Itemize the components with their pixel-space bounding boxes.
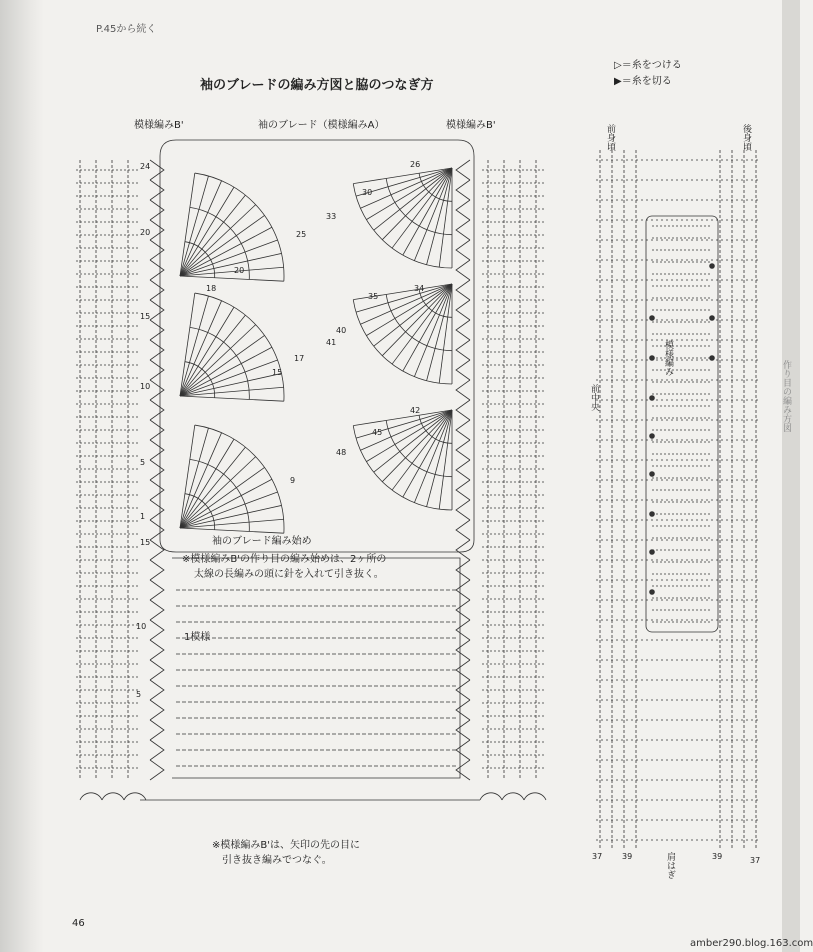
fan-stitch	[180, 528, 284, 533]
legend-attach-text: ＝糸をつける	[621, 60, 682, 71]
fan-stitch	[180, 439, 234, 528]
zigzag-stitch	[150, 300, 164, 320]
zigzag-stitch	[150, 640, 164, 660]
page-title: 袖のブレードの編み方図と脇のつなぎ方	[200, 78, 434, 93]
slip-stitch-dot	[650, 472, 655, 477]
zigzag-stitch	[150, 440, 164, 460]
fan-stitch	[180, 387, 284, 396]
fan-stitch	[180, 347, 272, 396]
zigzag-stitch	[456, 380, 470, 400]
sleeve-braid-label: 袖のブレード（模様編みA）	[258, 120, 385, 131]
braid-start-label: 袖のブレード編み始め	[212, 536, 312, 547]
zigzag-stitch	[150, 400, 164, 420]
slip-stitch-dot	[650, 434, 655, 439]
zigzag-stitch	[456, 580, 470, 600]
row-count-left: 37	[592, 852, 603, 861]
fan-row-number: 40	[336, 326, 347, 335]
zigzag-stitch	[150, 360, 164, 380]
fan-stitch	[180, 176, 208, 276]
fan-stitch	[180, 519, 284, 528]
zigzag-stitch	[150, 220, 164, 240]
continued-note: P.45から続く	[96, 24, 157, 35]
front-body-label: 前身頃	[605, 124, 615, 151]
zigzag-stitch	[150, 380, 164, 400]
zigzag-stitch	[150, 540, 164, 560]
slip-stitch-dot	[650, 550, 655, 555]
fan-row-number: 30	[362, 188, 373, 197]
zigzag-stitch	[150, 760, 164, 780]
zigzag-stitch	[150, 180, 164, 200]
zigzag-stitch	[150, 320, 164, 340]
note-line-1: ※模様編みB'の作り目の編み始めは、2ヶ所の	[182, 554, 387, 565]
zigzag-stitch	[150, 240, 164, 260]
zigzag-stitch	[150, 340, 164, 360]
row-count-right-2: 37	[750, 856, 761, 865]
zigzag-stitch	[456, 160, 470, 180]
fan-row-number: 17	[294, 354, 305, 363]
fan-stitch	[353, 284, 452, 300]
zigzag-stitch	[150, 260, 164, 280]
legend-cut-text: ＝糸を切る	[621, 76, 672, 87]
fan-stitch	[356, 168, 452, 196]
fan-stitch	[180, 325, 256, 396]
fan-row-number: 45	[372, 428, 383, 437]
zigzag-stitch	[150, 680, 164, 700]
zigzag-stitch	[150, 420, 164, 440]
row-number: 5	[136, 690, 142, 699]
slip-stitch-dot	[650, 512, 655, 517]
zigzag-stitch	[456, 300, 470, 320]
slip-stitch-dot	[650, 396, 655, 401]
row-number: 10	[140, 382, 151, 391]
shell-stitch	[480, 793, 502, 800]
row-count-right: 39	[712, 852, 723, 861]
zigzag-stitch	[456, 700, 470, 720]
fan-row-number: 18	[206, 284, 217, 293]
note-line-2: 太線の長編みの頭に針を入れて引き抜く。	[194, 569, 384, 580]
fan-stitch	[180, 187, 234, 276]
zigzag-stitch	[456, 240, 470, 260]
zigzag-stitch	[456, 220, 470, 240]
zigzag-stitch	[150, 740, 164, 760]
row-number: 5	[140, 458, 146, 467]
inner-panel	[646, 216, 718, 632]
lower-frame	[172, 558, 460, 778]
fan-stitch	[180, 227, 272, 276]
zigzag-stitch	[456, 180, 470, 200]
fan-stitch	[356, 284, 452, 312]
zigzag-stitch	[150, 600, 164, 620]
pattern-b-right-label: 模様編みB'	[446, 120, 496, 131]
shell-stitch	[102, 793, 124, 800]
shell-stitch	[124, 793, 146, 800]
zigzag-stitch	[150, 580, 164, 600]
fan-stitch	[180, 301, 222, 396]
row-number: 15	[140, 312, 151, 321]
zigzag-stitch	[456, 540, 470, 560]
zigzag-stitch	[150, 200, 164, 220]
shell-stitch	[524, 793, 546, 800]
fan-stitch	[353, 168, 452, 184]
fan-stitch	[180, 479, 272, 528]
zigzag-stitch	[150, 280, 164, 300]
footer-note-line-1: ※模様編みB'は、矢印の先の目に	[212, 840, 360, 851]
zigzag-stitch	[456, 620, 470, 640]
repeat-label: 1模様	[184, 632, 211, 643]
front-center-label: 前中央	[589, 384, 599, 411]
zigzag-stitch	[150, 520, 164, 540]
row-number: 1	[140, 512, 146, 521]
zigzag-stitch	[456, 500, 470, 520]
slip-stitch-dot	[710, 316, 715, 321]
fan-stitch	[180, 396, 284, 401]
shoulder-seam-label: 肩はぎ	[665, 852, 675, 879]
fan-row-number: 20	[234, 266, 245, 275]
zigzag-stitch	[456, 660, 470, 680]
row-count-left-2: 39	[622, 852, 633, 861]
zigzag-stitch	[150, 700, 164, 720]
slip-stitch-dot	[650, 316, 655, 321]
zigzag-stitch	[150, 160, 164, 180]
zigzag-stitch	[150, 720, 164, 740]
zigzag-stitch	[456, 200, 470, 220]
slip-stitch-dot	[650, 356, 655, 361]
zigzag-stitch	[456, 720, 470, 740]
fan-stitch	[427, 284, 452, 381]
zigzag-stitch	[456, 640, 470, 660]
zigzag-stitch	[456, 760, 470, 780]
fan-row-number: 15	[272, 368, 283, 377]
fan-stitch	[180, 181, 222, 276]
row-number: 10	[136, 622, 147, 631]
attach-yarn-icon: ▷	[614, 60, 622, 71]
fan-stitch	[180, 267, 284, 276]
fan-row-number: 26	[410, 160, 421, 169]
zigzag-stitch	[456, 420, 470, 440]
page-number: 46	[72, 918, 85, 929]
fan-row-number: 48	[336, 448, 347, 457]
zigzag-stitch	[150, 460, 164, 480]
fan-row-number: 35	[368, 292, 379, 301]
slip-stitch-dot	[710, 356, 715, 361]
fan-stitch	[180, 276, 284, 281]
zigzag-stitch	[456, 560, 470, 580]
slip-stitch-dot	[710, 264, 715, 269]
zigzag-stitch	[150, 560, 164, 580]
zigzag-stitch	[456, 480, 470, 500]
fan-stitch	[427, 410, 452, 507]
fan-row-number: 34	[414, 284, 425, 293]
watermark: amber290.blog.163.com	[690, 938, 813, 949]
fan-stitch	[427, 168, 452, 265]
row-number: 24	[140, 162, 151, 171]
zigzag-stitch	[150, 660, 164, 680]
pattern-label: 模様編み	[663, 340, 673, 376]
zigzag-stitch	[456, 280, 470, 300]
fan-row-number: 9	[290, 476, 296, 485]
fan-row-number: 41	[326, 338, 337, 347]
background-bleed-text: 作り目の編み方図	[781, 360, 791, 432]
zigzag-stitch	[150, 480, 164, 500]
zigzag-stitch	[456, 440, 470, 460]
fan-stitch	[356, 410, 452, 438]
zigzag-stitch	[456, 260, 470, 280]
fan-stitch	[353, 410, 452, 426]
fan-stitch	[180, 457, 256, 528]
zigzag-stitch	[456, 600, 470, 620]
slip-stitch-dot	[650, 590, 655, 595]
zigzag-stitch	[150, 620, 164, 640]
pattern-b-left-label: 模様編みB'	[134, 120, 184, 131]
fan-stitch	[195, 173, 284, 281]
fan-stitch	[180, 428, 208, 528]
footer-note-line-2: 引き抜き編みでつなぐ。	[222, 855, 332, 866]
zigzag-stitch	[456, 340, 470, 360]
fan-stitch	[180, 296, 208, 396]
zigzag-stitch	[456, 400, 470, 420]
shell-stitch	[80, 793, 102, 800]
zigzag-stitch	[150, 500, 164, 520]
fan-stitch	[180, 205, 256, 276]
zigzag-stitch	[456, 460, 470, 480]
zigzag-stitch	[456, 520, 470, 540]
fan-row-number: 25	[296, 230, 307, 239]
back-body-label: 後身頃	[741, 124, 751, 151]
fan-stitch	[180, 307, 234, 396]
zigzag-stitch	[456, 320, 470, 340]
fan-stitch	[195, 293, 284, 401]
zigzag-stitch	[456, 360, 470, 380]
row-number: 20	[140, 228, 151, 237]
row-number: 15	[140, 538, 151, 547]
zigzag-stitch	[456, 740, 470, 760]
fan-row-number: 33	[326, 212, 337, 221]
cut-yarn-icon: ▶	[614, 76, 622, 87]
shell-stitch	[502, 793, 524, 800]
fan-stitch	[195, 425, 284, 533]
fan-row-number: 42	[410, 406, 421, 415]
zigzag-stitch	[456, 680, 470, 700]
fan-stitch	[180, 433, 222, 528]
